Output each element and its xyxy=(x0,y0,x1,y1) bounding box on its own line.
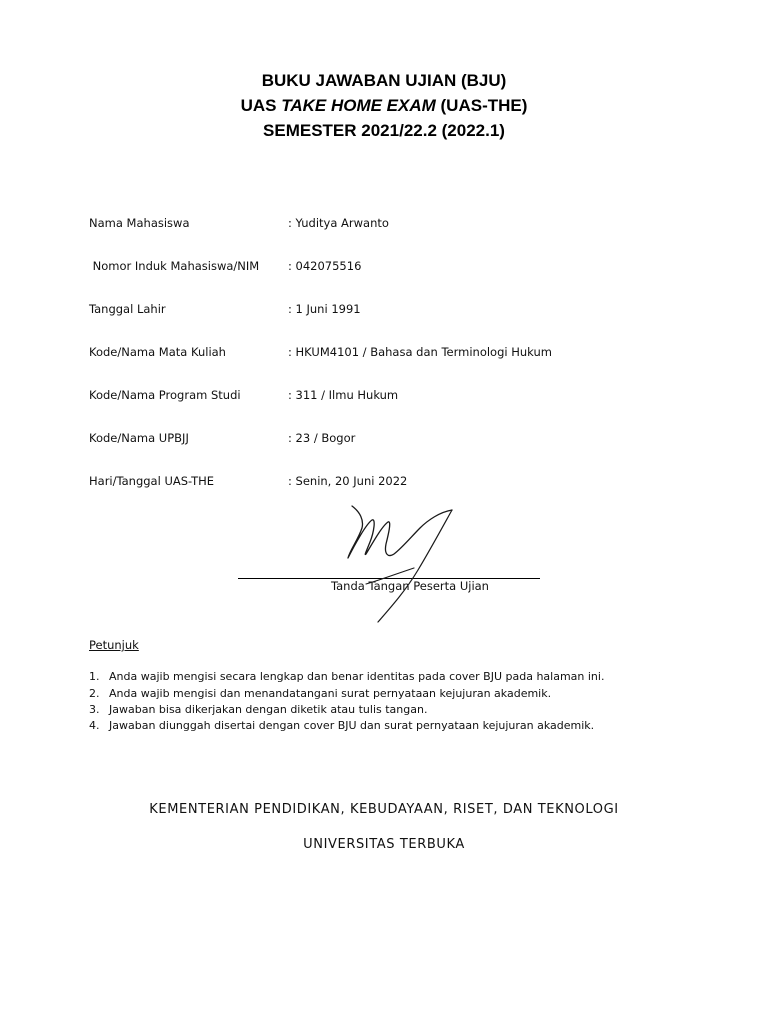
instruction-number: 3. xyxy=(89,703,100,716)
field-value-hari-tanggal: : Senin, 20 Juni 2022 xyxy=(288,474,408,488)
instruction-text: Jawaban diunggah disertai dengan cover BJU dan surat pernyataan kejujuran akademik. xyxy=(109,719,595,732)
instruction-item xyxy=(89,719,594,732)
field-value-tanggal-lahir: : 1 Juni 1991 xyxy=(288,302,361,316)
instruction-text: Anda wajib mengisi dan menandatangani surat pernyataan kejujuran akademik. xyxy=(109,687,552,700)
instruction-number: 2. xyxy=(89,687,100,700)
document-title-line1: BUKU JAWABAN UJIAN (BJU) xyxy=(261,71,507,90)
title-line2-suffix: (UAS-THE) xyxy=(435,96,528,115)
field-value-mata-kuliah: : HKUM4101 / Bahasa dan Terminologi Hukum xyxy=(288,345,552,359)
ministry-name: KEMENTERIAN PENDIDIKAN, KEBUDAYAAN, RISET, DAN TEKNOLOGI xyxy=(149,802,619,817)
field-value-nim: : 042075516 xyxy=(288,259,362,273)
instruction-item xyxy=(89,670,604,683)
instruction-item xyxy=(89,687,551,700)
field-label-tanggal-lahir: Tanggal Lahir xyxy=(89,302,166,316)
title-line2-prefix: UAS xyxy=(240,96,282,115)
document-title-line3: SEMESTER 2021/22.2 (2022.1) xyxy=(263,121,505,140)
field-value-upbjj: : 23 / Bogor xyxy=(288,431,356,445)
document-title-line2 xyxy=(0,94,768,118)
instruction-text: Jawaban bisa dikerjakan dengan diketik atau tulis tangan. xyxy=(109,703,428,716)
field-label-nama: Nama Mahasiswa xyxy=(89,216,190,230)
field-label-hari-tanggal: Hari/Tanggal UAS-THE xyxy=(89,474,215,488)
title-line2-italic: TAKE HOME EXAM xyxy=(281,96,436,115)
signature-caption: Tanda Tangan Peserta Ujian xyxy=(331,579,489,593)
field-label-mata-kuliah: Kode/Nama Mata Kuliah xyxy=(89,345,226,359)
field-label-program-studi: Kode/Nama Program Studi xyxy=(89,388,241,402)
field-value-nama: : Yuditya Arwanto xyxy=(288,216,389,230)
field-value-program-studi: : 311 / Ilmu Hukum xyxy=(288,388,399,402)
instruction-text: Anda wajib mengisi secara lengkap dan benar identitas pada cover BJU pada halaman ini. xyxy=(109,670,605,683)
university-name: UNIVERSITAS TERBUKA xyxy=(303,837,465,852)
instructions-heading: Petunjuk xyxy=(89,638,139,652)
field-label-upbjj: Kode/Nama UPBJJ xyxy=(89,431,189,445)
field-label-nim: Nomor Induk Mahasiswa/NIM xyxy=(89,259,260,273)
instruction-number: 1. xyxy=(89,670,100,683)
instruction-number: 4. xyxy=(89,719,100,732)
instruction-item xyxy=(89,703,427,716)
handwritten-signature xyxy=(330,498,470,628)
